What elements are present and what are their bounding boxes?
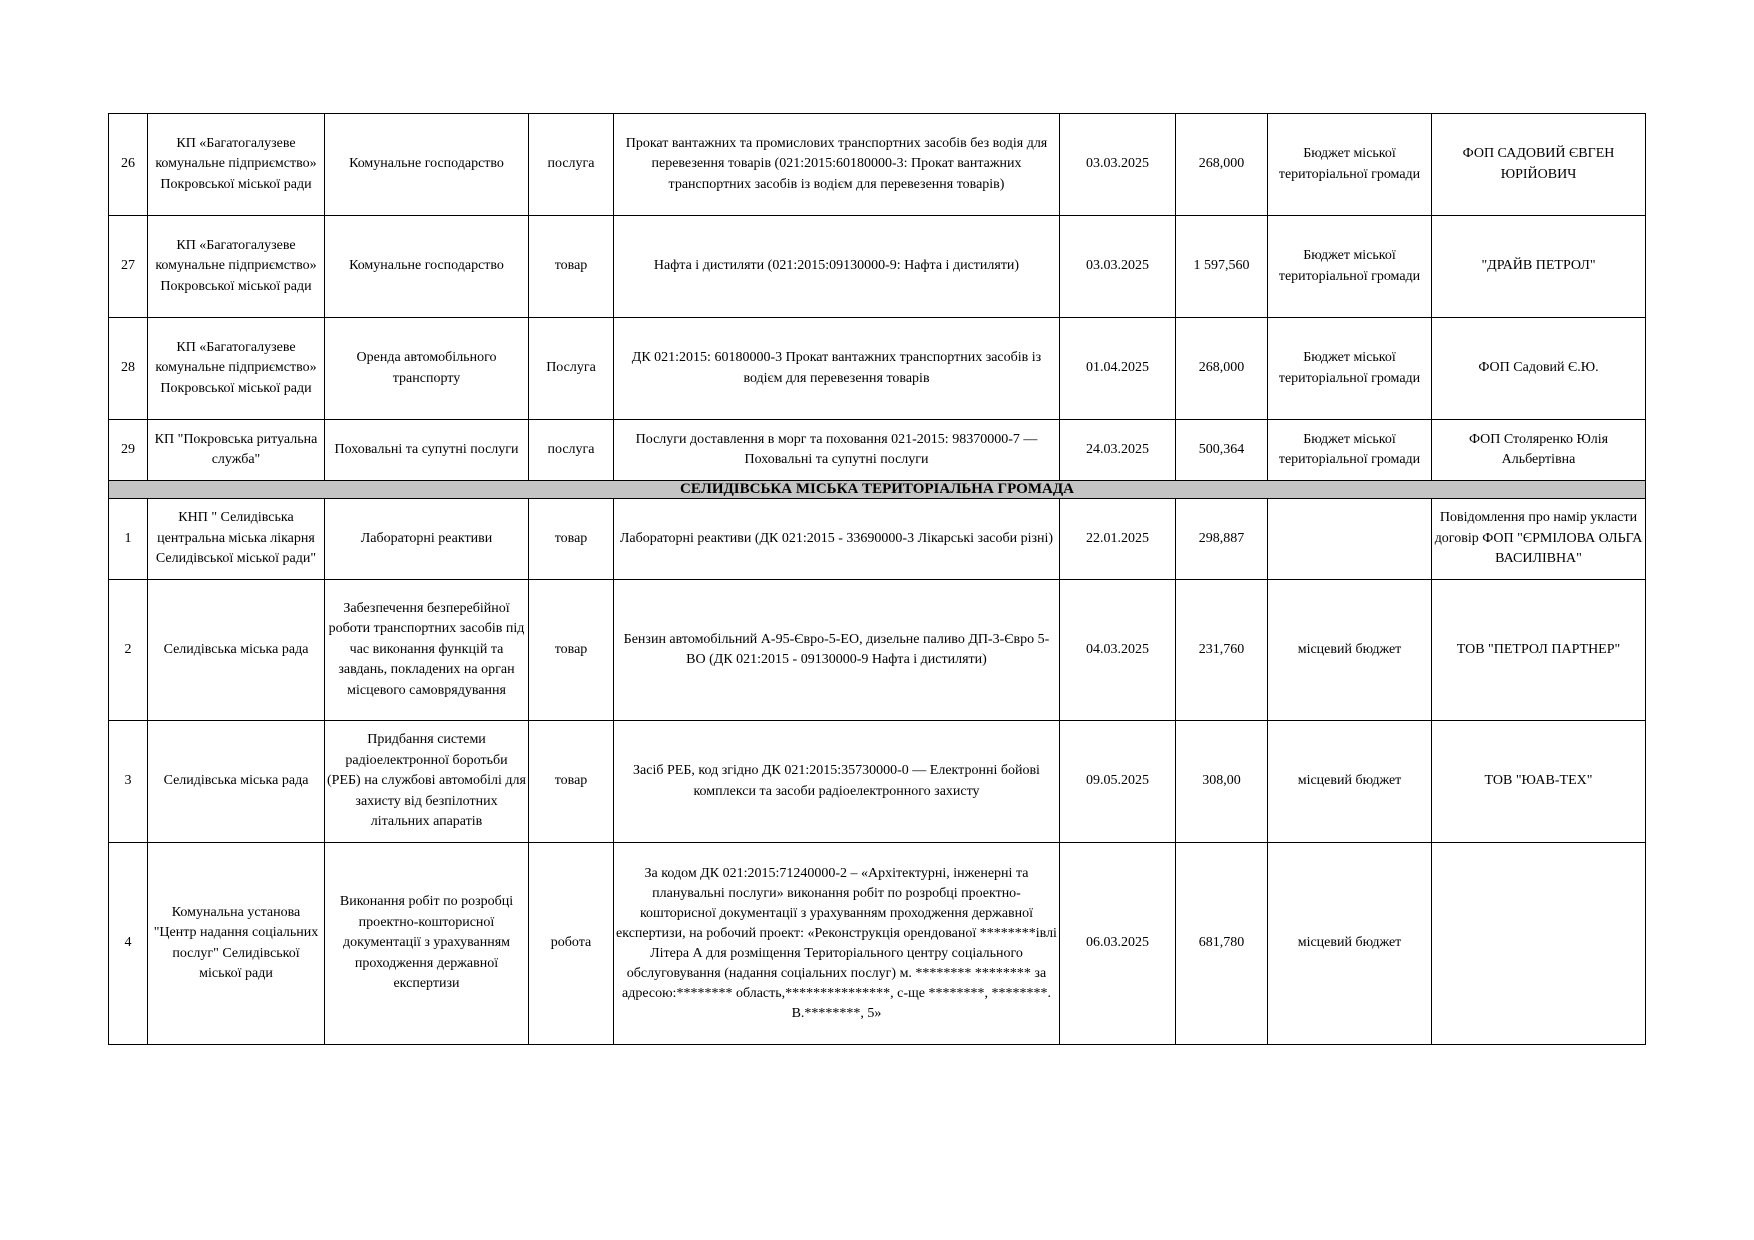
table-row: [109, 114, 1646, 216]
supplier-cell: ФОП САДОВИЙ ЄВГЕН ЮРІЙОВИЧ: [1432, 114, 1646, 216]
type-cell: послуга: [529, 114, 614, 216]
code-cell: Прокат вантажних та промислових транспортних засобів без водія для перевезення товарів (021:2015:60180000-3: Прокат вантажних транспортних засобів із водієм для перевезення товарів): [614, 114, 1060, 216]
funding-source-cell: Бюджет міської територіальної громади: [1268, 318, 1432, 420]
date-cell: 01.04.2025: [1060, 318, 1176, 420]
amount-cell: 268,000: [1176, 318, 1268, 420]
type-cell: товар: [529, 580, 614, 721]
date-cell: 09.05.2025: [1060, 721, 1176, 843]
row-number: 28: [109, 318, 148, 420]
subject-cell: Оренда автомобільного транспорту: [325, 318, 529, 420]
customer-cell: Селидівська міська рада: [148, 580, 325, 721]
date-cell: 06.03.2025: [1060, 843, 1176, 1045]
funding-source-cell: місцевий бюджет: [1268, 580, 1432, 721]
subject-cell: Комунальне господарство: [325, 114, 529, 216]
subject-cell: Комунальне господарство: [325, 216, 529, 318]
funding-source-cell: Бюджет міської територіальної громади: [1268, 114, 1432, 216]
table-row: [109, 318, 1646, 420]
table-row: [109, 216, 1646, 318]
supplier-cell: ФОП Столяренко Юлія Альбертівна: [1432, 420, 1646, 481]
supplier-cell: "ДРАЙВ ПЕТРОЛ": [1432, 216, 1646, 318]
amount-cell: 1 597,560: [1176, 216, 1268, 318]
procurement-table: [108, 113, 1646, 1045]
row-number: 1: [109, 499, 148, 580]
row-number: 27: [109, 216, 148, 318]
section-title: СЕЛИДІВСЬКА МІСЬКА ТЕРИТОРІАЛЬНА ГРОМАДА: [109, 481, 1646, 499]
row-number: 4: [109, 843, 148, 1045]
supplier-cell: ФОП Садовий Є.Ю.: [1432, 318, 1646, 420]
type-cell: товар: [529, 216, 614, 318]
table-row: [109, 843, 1646, 1045]
funding-source-cell: місцевий бюджет: [1268, 843, 1432, 1045]
code-cell: Послуги доставлення в морг та поховання 021-2015: 98370000-7 — Поховальні та супутні послуги: [614, 420, 1060, 481]
subject-cell: Лабораторні реактиви: [325, 499, 529, 580]
funding-source-cell: Бюджет міської територіальної громади: [1268, 216, 1432, 318]
code-cell: За кодом ДК 021:2015:71240000-2 – «Архітектурні, інженерні та планувальні послуги» виконання робіт по розробці проектно-кошторисної документації з урахуванням проходження державної експертизи, на робочий проект: «Реконструкція орендованої ********івлі Літера А для розміщення Територіального центру соціального обслуговування (надання соціальних послуг) м. ******** ******** за адресою:******** область,***************, с-ще ********, ********. В.********, 5»: [614, 843, 1060, 1045]
type-cell: послуга: [529, 420, 614, 481]
row-number: 26: [109, 114, 148, 216]
table-body: [109, 114, 1646, 1045]
customer-cell: КП «Багатогалузеве комунальне підприємство» Покровської міської ради: [148, 216, 325, 318]
customer-cell: Селидівська міська рада: [148, 721, 325, 843]
customer-cell: КП «Багатогалузеве комунальне підприємство» Покровської міської ради: [148, 318, 325, 420]
date-cell: 24.03.2025: [1060, 420, 1176, 481]
supplier-cell: ТОВ "ПЕТРОЛ ПАРТНЕР": [1432, 580, 1646, 721]
funding-source-cell: місцевий бюджет: [1268, 721, 1432, 843]
table-row: [109, 721, 1646, 843]
amount-cell: 681,780: [1176, 843, 1268, 1045]
code-cell: Бензин автомобільний А-95-Євро-5-ЕО, дизельне паливо ДП-3-Євро 5-ВО (ДК 021:2015 - 09130000-9 Нафта і дистиляти): [614, 580, 1060, 721]
code-cell: Нафта і дистиляти (021:2015:09130000-9: Нафта і дистиляти): [614, 216, 1060, 318]
table-row: [109, 420, 1646, 481]
funding-source-cell: [1268, 499, 1432, 580]
type-cell: товар: [529, 499, 614, 580]
customer-cell: КНП " Селидівська центральна міська лікарня Селидівської міської ради": [148, 499, 325, 580]
type-cell: Послуга: [529, 318, 614, 420]
subject-cell: Придбання системи радіоелектронної боротьби (РЕБ) на службові автомобілі для захисту від безпілотних літальних апаратів: [325, 721, 529, 843]
date-cell: 22.01.2025: [1060, 499, 1176, 580]
supplier-cell: Повідомлення про намір укласти договір ФОП "ЄРМІЛОВА ОЛЬГА ВАСИЛІВНА": [1432, 499, 1646, 580]
type-cell: робота: [529, 843, 614, 1045]
table-row: [109, 499, 1646, 580]
subject-cell: Виконання робіт по розробці проектно-кошторисної документації з урахуванням проходження державної експертизи: [325, 843, 529, 1045]
customer-cell: Комунальна установа "Центр надання соціальних послуг" Селидівської міської ради: [148, 843, 325, 1045]
supplier-cell: [1432, 843, 1646, 1045]
amount-cell: 268,000: [1176, 114, 1268, 216]
code-cell: Засіб РЕБ, код згідно ДК 021:2015:35730000-0 — Електронні бойові комплекси та засоби радіоелектронного захисту: [614, 721, 1060, 843]
customer-cell: КП "Покровська ритуальна служба": [148, 420, 325, 481]
date-cell: 03.03.2025: [1060, 216, 1176, 318]
date-cell: 04.03.2025: [1060, 580, 1176, 721]
section-header-row: [109, 481, 1646, 499]
subject-cell: Забезпечення безперебійної роботи транспортних засобів під час виконання функцій та завдань, покладених на орган місцевого самоврядування: [325, 580, 529, 721]
supplier-cell: ТОВ "ЮАВ-ТЕХ": [1432, 721, 1646, 843]
table-row: [109, 580, 1646, 721]
procurement-table-page: [108, 113, 1646, 1045]
code-cell: ДК 021:2015: 60180000-3 Прокат вантажних транспортних засобів із водієм для перевезення товарів: [614, 318, 1060, 420]
amount-cell: 231,760: [1176, 580, 1268, 721]
type-cell: товар: [529, 721, 614, 843]
amount-cell: 500,364: [1176, 420, 1268, 481]
subject-cell: Поховальні та супутні послуги: [325, 420, 529, 481]
code-cell: Лабораторні реактиви (ДК 021:2015 - 33690000-3 Лікарські засоби різні): [614, 499, 1060, 580]
funding-source-cell: Бюджет міської територіальної громади: [1268, 420, 1432, 481]
customer-cell: КП «Багатогалузеве комунальне підприємство» Покровської міської ради: [148, 114, 325, 216]
row-number: 3: [109, 721, 148, 843]
row-number: 29: [109, 420, 148, 481]
row-number: 2: [109, 580, 148, 721]
date-cell: 03.03.2025: [1060, 114, 1176, 216]
amount-cell: 308,00: [1176, 721, 1268, 843]
amount-cell: 298,887: [1176, 499, 1268, 580]
